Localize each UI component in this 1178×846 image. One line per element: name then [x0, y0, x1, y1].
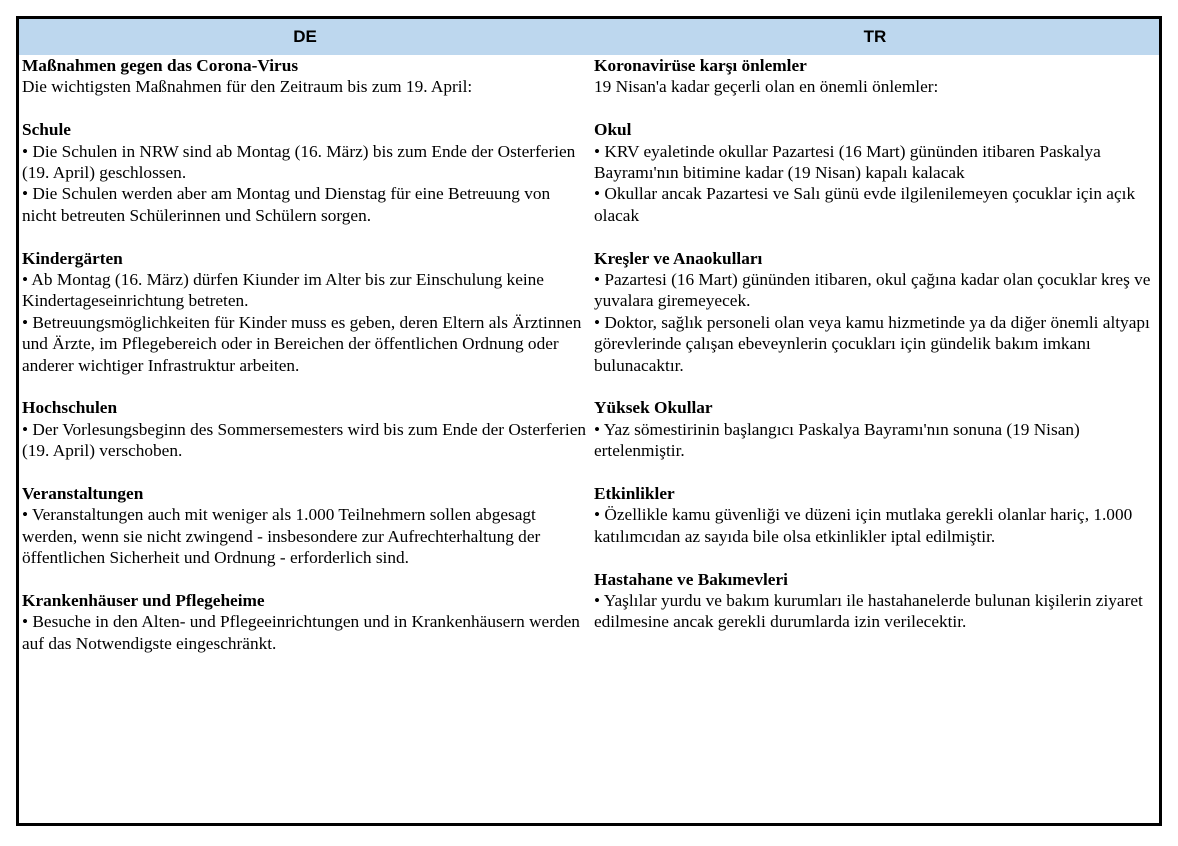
section-tr-kresler: [594, 248, 1160, 376]
bilingual-table: [16, 16, 1162, 826]
section-title: Okul: [594, 120, 632, 140]
section-title: Kreşler ve Anaokulları: [594, 248, 763, 268]
bullet-item: • Die Schulen werden aber am Montag und Dienstag für eine Betreuung von nicht betreuten Schülerinnen und Schülern sorgen.: [22, 184, 551, 225]
bullet-item: • Veranstaltungen auch mit weniger als 1.000 Teilnehmern sollen abgesagt werden, wenn sie nicht zwingend - insbesondere zur Aufrechterhaltung der öffentlichen Sicherheit und Ordnung - erforderlich sind.: [22, 505, 541, 568]
bullet-item: • Die Schulen in NRW sind ab Montag (16. März) bis zum Ende der Osterferien (19. April) geschlossen.: [22, 141, 576, 183]
section-de-krankenhaeuser: [22, 590, 588, 654]
intro-de: [22, 55, 588, 98]
bullet-item: • Özellikle kamu güvenliği ve düzeni için mutlaka gerekli olanlar hariç, 1.000 katılımcıdan az sayıda bile olsa etkinlikler iptal edilmiştir.: [594, 505, 1133, 546]
section-de-kindergaerten: [22, 248, 588, 376]
section-tr-hastahane: [594, 569, 1160, 633]
column-tr: [591, 55, 1160, 654]
section-title: Hochschulen: [22, 398, 118, 418]
section-title: Veranstaltungen: [22, 484, 144, 504]
bullet-item: • Besuche in den Alten- und Pflegeeinrichtungen und in Krankenhäusern werden auf das Notwendigste eingeschränkt.: [22, 612, 580, 653]
section-de-veranstaltungen: [22, 483, 588, 569]
section-title: Krankenhäuser und Pflegeheime: [22, 591, 265, 611]
intro-title-de: Maßnahmen gegen das Corona-Virus: [22, 56, 299, 75]
bullet-item: • Okullar ancak Pazartesi ve Salı günü evde ilgilenilemeyen çocuklar için açık olacak: [594, 184, 1136, 225]
bullet-item: • KRV eyaletinde okullar Pazartesi (16 Mart) gününden itibaren Paskalya Bayramı'nın bitimine kadar (19 Nisan) kapalı kalacak: [594, 141, 1101, 183]
intro-text-tr: 19 Nisan'a kadar geçerli olan en önemli önlemler:: [594, 77, 939, 97]
header-de: DE: [293, 27, 317, 46]
bullet-item: • Pazartesi (16 Mart) gününden itibaren, okul çağına kadar olan çocuklar kreş ve yuvalara giremeyecek.: [594, 270, 1151, 311]
section-tr-etkinlikler: [594, 483, 1160, 547]
header-tr: TR: [863, 27, 887, 46]
section-de-hochschulen: [22, 397, 588, 461]
table-header: [19, 19, 1159, 55]
bullet-item: • Der Vorlesungsbeginn des Sommersemesters wird bis zum Ende der Osterferien (19. April) verschoben.: [22, 419, 587, 461]
bullet-item: • Doktor, sağlık personeli olan veya kamu hizmetinde ya da diğer önemli altyapı görevlerinde çalışan ebeveynlerin çocukları için gündelik bakım imkanı bulunacaktır.: [594, 312, 1150, 375]
table-body: [19, 55, 1159, 654]
bullet-item: • Ab Montag (16. März) dürfen Kiunder im Alter bis zur Einschulung keine Kindertageseinrichtung betreten.: [22, 270, 544, 311]
bullet-item: • Betreuungsmöglichkeiten für Kinder muss es geben, deren Eltern als Ärztinnen und Ärzte, im Pflegebereich oder in Bereichen der öffentlichen Ordnung oder anderer wichtiger Infrastruktur arbeiten.: [22, 312, 582, 375]
bullet-item: • Yaz sömestirinin başlangıcı Paskalya Bayramı'nın sonuna (19 Nisan) ertelenmiştir.: [594, 419, 1080, 461]
column-de: [19, 55, 591, 654]
section-title: Etkinlikler: [594, 484, 675, 504]
section-title: Yüksek Okullar: [594, 398, 713, 418]
section-title: Kindergärten: [22, 248, 123, 268]
intro-tr: [594, 55, 1160, 98]
bullet-item: • Yaşlılar yurdu ve bakım kurumları ile hastahanelerde bulunan kişilerin ziyaret edilmesine ancak gerekli durumlarda izin verilecektir.: [594, 591, 1143, 632]
section-title: Hastahane ve Bakımevleri: [594, 569, 788, 589]
section-title: Schule: [22, 120, 71, 140]
intro-text-de: Die wichtigsten Maßnahmen für den Zeitraum bis zum 19. April:: [22, 77, 473, 97]
section-tr-yuksek-okullar: [594, 397, 1160, 461]
intro-title-tr: Koronavirüse karşı önlemler: [594, 56, 807, 75]
section-de-schule: [22, 119, 588, 226]
section-tr-okul: [594, 119, 1160, 226]
